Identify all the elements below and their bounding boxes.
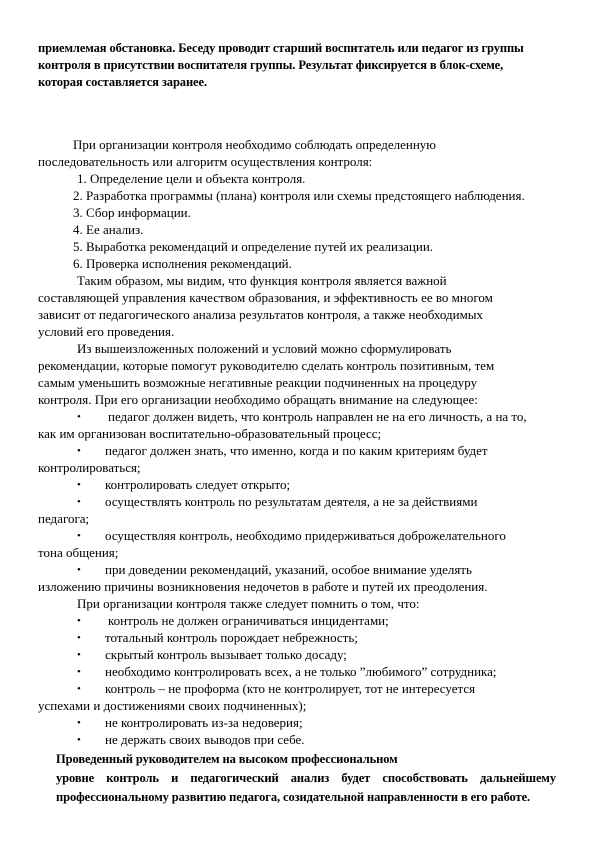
bullet1-item-6-line-2: изложению причины возникновения недочетов в работе и путей их преодоления. [38, 579, 488, 594]
bullet1-item-2-line-1: педагог должен знать, что именно, когда и по каким критериям будет [105, 443, 488, 458]
top-paragraph-line-3: которая составляется заранее. [38, 75, 207, 89]
intro-line-1: При организации контроля необходимо соблюдать определенную [73, 137, 436, 152]
step-5: 5. Выработка рекомендаций и определение путей их реализации. [73, 239, 434, 254]
bullet-icon: • [77, 666, 81, 678]
bullet-icon: • [77, 445, 81, 457]
conclusion-line-3: зависит от педагогического анализа результатов контроля, а также необходимых [38, 307, 484, 322]
bullet-icon: • [77, 734, 81, 746]
conclusion-line-2: составляющей управления качеством образования, и эффективность ее во многом [38, 290, 493, 305]
step-1: 1. Определение цели и объекта контроля. [77, 171, 306, 186]
conclusion-line-1: Таким образом, мы видим, что функция контроля является важной [77, 273, 447, 288]
bullet2-item-4: необходимо контролировать всех, а не только ”любимого” сотрудника; [105, 664, 497, 679]
step-3: 3. Сбор информации. [73, 205, 191, 220]
bullet1-item-5-line-2: тона общения; [38, 545, 119, 560]
bullet1-item-3-line-1: контролировать следует открыто; [105, 477, 291, 492]
bullet2-item-6: не контролировать из-за недоверия; [105, 715, 303, 730]
remember-line: При организации контроля также следует помнить о том, что: [77, 596, 420, 611]
top-paragraph-line-1: приемлемая обстановка. Беседу проводит старший воспитатель или педагог из группы [38, 41, 524, 55]
bullet-icon: • [77, 649, 81, 661]
bullet-icon: • [77, 717, 81, 729]
final-line-3: профессиональному развитию педагога, созидательной направленности в его работе. [56, 790, 531, 804]
bullet1-item-1-line-2: как им организован воспитательно-образовательный процесс; [38, 426, 382, 441]
bullet-icon: • [77, 564, 81, 576]
bullet-icon: • [77, 632, 81, 644]
bullet2-item-3: скрытый контроль вызывает только досаду; [105, 647, 347, 662]
recommend-line-4: контроля. При его организации необходимо обращать внимание на следующее: [38, 392, 478, 407]
bullet2-item-1: контроль не должен ограничиваться инцидентами; [108, 613, 389, 628]
step-6: 6. Проверка исполнения рекомендаций. [73, 256, 292, 271]
bullet-icon: • [77, 530, 81, 542]
bullet1-item-5-line-1: осуществляя контроль, необходимо придерживаться доброжелательного [105, 528, 506, 543]
bullet-icon: • [77, 479, 81, 491]
bullet-icon: • [77, 411, 81, 423]
recommend-line-1: Из вышеизложенных положений и условий можно сформулировать [77, 341, 452, 356]
conclusion-line-4: условий его проведения. [38, 324, 175, 339]
top-paragraph-line-2: контроля в присутствии воспитателя группы. Результат фиксируется в блок-схеме, [38, 58, 504, 72]
step-4: 4. Ее анализ. [73, 222, 144, 237]
bullet-icon: • [77, 683, 81, 695]
recommend-line-3: самым уменьшить возможные негативные реакции подчиненных на процедуру [38, 375, 478, 390]
bullet-icon: • [77, 496, 81, 508]
recommend-line-2: рекомендации, которые помогут руководителю сделать контроль позитивным, тем [38, 358, 495, 373]
bullet1-item-1-line-1: педагог должен видеть, что контроль направлен не на его личность, а на то, [108, 409, 527, 424]
bullet1-item-4-line-2: педагога; [38, 511, 90, 526]
bullet2-item-5-line-2: успехами и достижениями своих подчиненных); [38, 698, 307, 713]
bullet1-item-2-line-2: контролироваться; [38, 460, 141, 475]
bullet2-item-2: тотальный контроль порождает небрежность; [105, 630, 358, 645]
final-line-1: Проведенный руководителем на высоком профессиональном [56, 752, 398, 766]
bullet2-item-7: не держать своих выводов при себе. [105, 732, 305, 747]
bullet2-item-5-line-1: контроль – не проформа (кто не контролирует, тот не интересуется [105, 681, 476, 696]
bullet1-item-4-line-1: осуществлять контроль по результатам деятеля, а не за действиями [105, 494, 478, 509]
final-line-2: уровне контроль и педагогический анализ будет способствовать дальнейшему [56, 771, 556, 785]
intro-line-2: последовательность или алгоритм осуществления контроля: [38, 154, 373, 169]
bullet1-item-6-line-1: при доведении рекомендаций, указаний, особое внимание уделять [105, 562, 472, 577]
bullet-icon: • [77, 615, 81, 627]
step-2: 2. Разработка программы (плана) контроля или схемы предстоящего наблюдения. [73, 188, 525, 203]
